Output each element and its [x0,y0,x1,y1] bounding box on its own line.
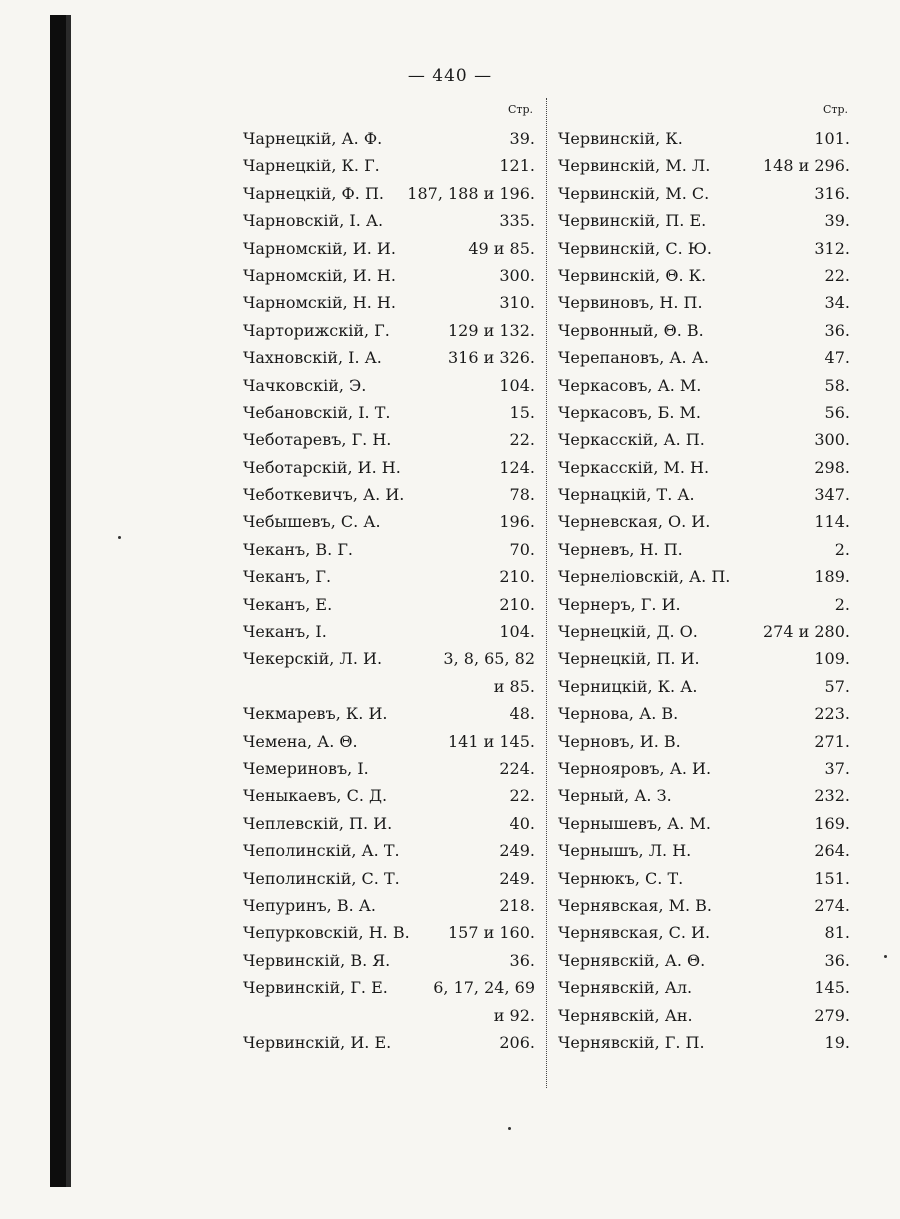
index-entry [243,1029,535,1056]
left-column-header: Стр. [507,103,533,116]
entry-name: Черновъ, И. В. [558,731,681,751]
left-column [243,103,535,1056]
right-entries [558,125,850,1056]
entry-name: Чернявская, М. В. [558,895,713,915]
entry-name: Чернецкій, Д. О. [558,622,698,642]
index-entry [243,481,535,508]
index-entry [558,919,850,946]
entry-name: Чернявскій, Г. П. [558,1032,705,1052]
entry-pages: 2. [834,594,850,614]
entry-name: Червинскій, П. Е. [558,211,707,231]
index-entry [558,645,850,672]
entry-name: Чернявская, С. И. [558,923,711,943]
entry-pages: 218. [499,895,535,915]
entry-pages: 124. [499,457,535,477]
entry-name: Чекмаревъ, К. И. [243,704,388,724]
index-entry [558,426,850,453]
index-entry [558,755,850,782]
entry-pages: 141 и 145. [448,731,535,751]
entry-name: Чеполинскій, С. Т. [243,868,400,888]
entry-pages: 206. [499,1032,535,1052]
entry-pages: 114. [814,512,850,532]
entry-name: Червинскій, К. [558,129,683,148]
left-entries [243,125,535,1056]
entry-pages: 210. [499,594,535,614]
entry-pages: 121. [499,156,535,176]
print-speck [508,1127,511,1130]
index-entry [558,673,850,700]
index-entry [243,180,535,207]
entry-name: Чеканъ, І. [243,622,327,642]
entry-name: Черный, А. З. [558,786,672,806]
entry-name: Червиновъ, Н. П. [558,293,703,313]
index-entry [243,947,535,974]
entry-name: Червинскій, Θ. К. [558,265,707,285]
entry-pages: 271. [814,731,850,751]
entry-name: Чебышевъ, С. А. [243,512,381,532]
entry-name: Чернеръ, Г. И. [558,594,681,614]
entry-name: Чеботкевичъ, А. И. [243,485,405,505]
entry-name: Черницкій, К. А. [558,676,698,696]
index-entry [243,207,535,234]
index-entry [558,481,850,508]
index-entry [243,755,535,782]
entry-pages: 34. [824,293,850,313]
entry-name: Червинскій, Г. Е. [243,978,388,998]
entry-name: Черкасскій, М. Н. [558,457,710,477]
index-entry [243,700,535,727]
entry-pages: 232. [814,786,850,806]
entry-pages: 19. [824,1032,850,1052]
entry-pages: 49 и 85. [468,238,535,258]
entry-name: Ченыкаевъ, С. Д. [243,786,388,806]
entry-name: Червинскій, И. Е. [243,1032,392,1052]
entry-pages: 187, 188 и 196. [407,183,535,203]
entry-name: Чепурковскій, Н. В. [243,923,410,943]
entry-pages: 312. [814,238,850,258]
entry-pages: 109. [814,649,850,669]
index-entry [243,289,535,316]
entry-name: Чачковскій, Э. [243,375,367,395]
entry-pages: 101. [814,129,850,148]
entry-name: Чернюкъ, С. Т. [558,868,684,888]
index-entry [243,728,535,755]
binding-shadow [66,15,71,1187]
entry-pages: 300. [499,265,535,285]
entry-name: Червинскій, В. Я. [243,950,391,970]
index-entry [243,235,535,262]
entry-name: Чеканъ, Е. [243,594,333,614]
entry-name: Чемена, А. Θ. [243,731,358,751]
entry-name: Чернявскій, А. Θ. [558,950,706,970]
entry-name: Червонный, Θ. В. [558,320,704,340]
entry-pages: 36. [509,950,535,970]
entry-name: Чеканъ, Г. [243,567,332,587]
index-entry [243,974,535,1001]
print-speck [884,955,887,958]
entry-name: Чепуринъ, В. А. [243,895,376,915]
right-column [558,103,850,1056]
index-entry [243,591,535,618]
entry-pages: 189. [814,567,850,587]
right-column-header: Стр. [822,103,848,116]
index-entry [558,1002,850,1029]
entry-name: Чарнецкій, Ф. П. [243,183,385,203]
index-entry [558,892,850,919]
index-entry [243,645,535,672]
index-entry [558,865,850,892]
entry-pages: 300. [814,430,850,450]
index-entry [243,563,535,590]
entry-pages: 48. [509,704,535,724]
index-entry [558,262,850,289]
index-entry [558,728,850,755]
entry-pages: 274 и 280. [763,622,850,642]
entry-name: Чарторижскій, Г. [243,320,390,340]
index-entry [558,508,850,535]
entry-pages: 39. [824,211,850,231]
index-entry [558,563,850,590]
entry-name: Чарновскій, І. А. [243,211,384,231]
entry-name: Черкасскій, А. П. [558,430,705,450]
entry-name: Чернышъ, Л. Н. [558,841,692,861]
index-entry [558,235,850,262]
entry-name: Чахновскій, І. А. [243,348,382,368]
entry-pages: 6, 17, 24, 69 [433,978,535,998]
index-entry [243,399,535,426]
entry-pages: 58. [824,375,850,395]
entry-pages: 310. [499,293,535,313]
entry-pages: 22. [509,430,535,450]
index-entry [558,454,850,481]
index-entry [558,372,850,399]
entry-pages: 36. [824,320,850,340]
entry-pages: 196. [499,512,535,532]
entry-name: Чеботарскій, И. Н. [243,457,401,477]
entry-pages: 249. [499,868,535,888]
entry-pages: и 92. [493,1005,535,1025]
entry-name: Чернова, А. В. [558,704,679,724]
index-entry [558,180,850,207]
entry-name: Чеплевскій, П. И. [243,813,393,833]
index-entry [243,673,535,700]
entry-name: Чернявскій, Ал. [558,978,693,998]
index-entry [558,152,850,179]
entry-pages: 249. [499,841,535,861]
entry-name: Черневъ, Н. П. [558,539,683,559]
index-entry [558,125,850,152]
index-entry [558,618,850,645]
entry-name: Чарнецкій, А. Ф. [243,129,383,148]
entry-pages: 264. [814,841,850,861]
index-entry [558,344,850,371]
index-entry [243,508,535,535]
index-entry [558,974,850,1001]
entry-name: Червинскій, М. Л. [558,156,711,176]
page-number: — 440 — [407,66,493,86]
entry-pages: 210. [499,567,535,587]
entry-name: Чернацкій, Т. А. [558,485,695,505]
index-entry [243,810,535,837]
index-entry [243,618,535,645]
index-entry [243,317,535,344]
entry-name: Чебановскій, І. Т. [243,402,391,422]
index-entry [558,1029,850,1056]
entry-pages: 22. [824,265,850,285]
entry-pages: 36. [824,950,850,970]
index-entry [243,919,535,946]
entry-pages: 335. [499,211,535,231]
entry-name: Чарномскій, Н. Н. [243,293,396,313]
entry-pages: 224. [499,758,535,778]
entry-pages: 15. [509,402,535,422]
entry-name: Чернявскій, Ан. [558,1005,693,1025]
print-speck [118,536,121,539]
index-entry [243,262,535,289]
entry-pages: 148 и 296. [763,156,850,176]
entry-name: Червинскій, С. Ю. [558,238,712,258]
entry-pages: 37. [824,758,850,778]
index-entry [558,536,850,563]
index-entry [243,837,535,864]
entry-pages: 347. [814,485,850,505]
entry-pages: и 85. [493,676,535,696]
index-entry [243,372,535,399]
entry-pages: 169. [814,813,850,833]
entry-pages: 223. [814,704,850,724]
entry-pages: 3, 8, 65, 82 [443,649,535,669]
index-entry [243,125,535,152]
entry-name: Чеканъ, В. Г. [243,539,353,559]
index-entry [558,317,850,344]
column-divider [546,98,547,1088]
entry-pages: 274. [814,895,850,915]
entry-name: Чернецкій, П. И. [558,649,700,669]
index-entry [243,892,535,919]
entry-pages: 78. [509,485,535,505]
entry-pages: 316. [814,183,850,203]
entry-name: Черкасовъ, А. М. [558,375,702,395]
index-entry [558,207,850,234]
entry-pages: 279. [814,1005,850,1025]
index-entry [243,426,535,453]
index-entry [558,810,850,837]
entry-pages: 104. [499,375,535,395]
index-entry [243,152,535,179]
entry-name: Чернеліовскій, А. П. [558,567,731,587]
index-entry [243,1002,535,1029]
index-entry [243,865,535,892]
entry-pages: 129 и 132. [448,320,535,340]
entry-name: Чернышевъ, А. М. [558,813,711,833]
index-entry [558,947,850,974]
index-entry [558,782,850,809]
index-entry [558,289,850,316]
entry-pages: 56. [824,402,850,422]
index-entry [558,837,850,864]
index-entry [558,700,850,727]
entry-pages: 151. [814,868,850,888]
entry-pages: 157 и 160. [448,923,535,943]
entry-pages: 39. [509,129,535,148]
binding-edge [50,15,66,1187]
entry-name: Чернояровъ, А. И. [558,758,712,778]
entry-name: Чемериновъ, І. [243,758,369,778]
entry-name: Чарномскій, И. И. [243,238,396,258]
entry-pages: 104. [499,622,535,642]
entry-name: Черкасовъ, Б. М. [558,402,701,422]
index-entry [243,344,535,371]
entry-pages: 40. [509,813,535,833]
entry-name: Чеботаревъ, Г. Н. [243,430,392,450]
entry-name: Чарнецкій, К. Г. [243,156,380,176]
entry-name: Чарномскій, И. Н. [243,265,396,285]
index-entry [558,591,850,618]
entry-name: Чеполинскій, А. Т. [243,841,400,861]
index-entry [243,782,535,809]
entry-pages: 81. [824,923,850,943]
entry-pages: 57. [824,676,850,696]
index-entry [243,536,535,563]
entry-name: Черневская, О. И. [558,512,711,532]
index-entry [558,399,850,426]
entry-pages: 22. [509,786,535,806]
index-entry [243,454,535,481]
entry-pages: 70. [509,539,535,559]
entry-pages: 47. [824,348,850,368]
entry-pages: 298. [814,457,850,477]
entry-name: Червинскій, М. С. [558,183,710,203]
entry-pages: 145. [814,978,850,998]
entry-pages: 316 и 326. [448,348,535,368]
entry-name: Чекерскій, Л. И. [243,649,383,669]
entry-name: Черепановъ, А. А. [558,348,709,368]
entry-pages: 2. [834,539,850,559]
